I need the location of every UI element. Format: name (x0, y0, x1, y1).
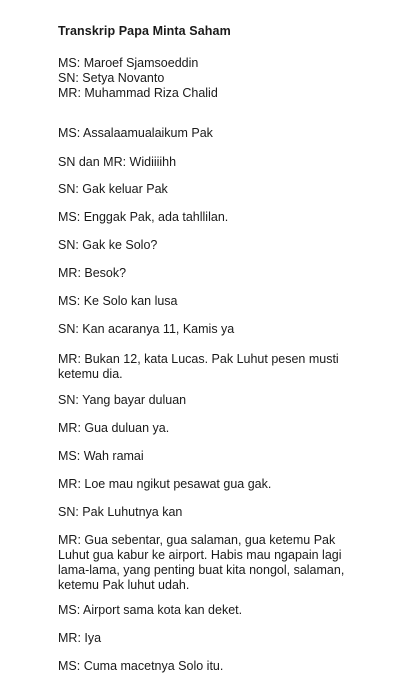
transcript-line: SN: Gak ke Solo? (58, 238, 158, 252)
transcript-line: MR: Loe mau ngikut pesawat gua gak. (58, 477, 272, 491)
transcript-line: MR: Iya (58, 631, 102, 645)
transcript-line: SN: Kan acaranya 11, Kamis ya (58, 322, 235, 336)
participant-ms: MS: Maroef Sjamsoeddin (58, 56, 199, 70)
transcript-line: MS: Enggak Pak, ada tahllilan. (58, 210, 229, 224)
participant-mr: MR: Muhammad Riza Chalid (58, 86, 218, 100)
transcript-line: SN: Yang bayar duluan (58, 393, 187, 407)
transcript-line: MR: Bukan 12, kata Lucas. Pak Luhut pesen musti ketemu dia. (58, 352, 339, 381)
participant-sn: SN: Setya Novanto (58, 71, 165, 85)
transcript-line: MS: Ke Solo kan lusa (58, 294, 178, 308)
transcript-line: MS: Airport sama kota kan deket. (58, 603, 243, 617)
transcript-line: MS: Wah ramai (58, 449, 144, 463)
transcript-line: MR: Gua duluan ya. (58, 421, 170, 435)
transcript-line: MR: Gua sebentar, gua salaman, gua ketemu Pak Luhut gua kabur ke airport. Habis mau ngapain lagi lama-lama, yang penting buat kita nongol, salaman, ketemu Pak luhut udah. (58, 533, 345, 592)
transcript-line: SN: Pak Luhutnya kan (58, 505, 183, 519)
transcript-line: MS: Assalaamualaikum Pak (58, 126, 213, 140)
transcript-line: MS: Cuma macetnya Solo itu. (58, 659, 224, 673)
transcript-line: SN dan MR: Widiiiihh (58, 155, 177, 169)
transcript-line: MR: Besok? (58, 266, 127, 280)
transcript-line: SN: Gak keluar Pak (58, 182, 168, 196)
transcript-title: Transkrip Papa Minta Saham (58, 24, 231, 38)
